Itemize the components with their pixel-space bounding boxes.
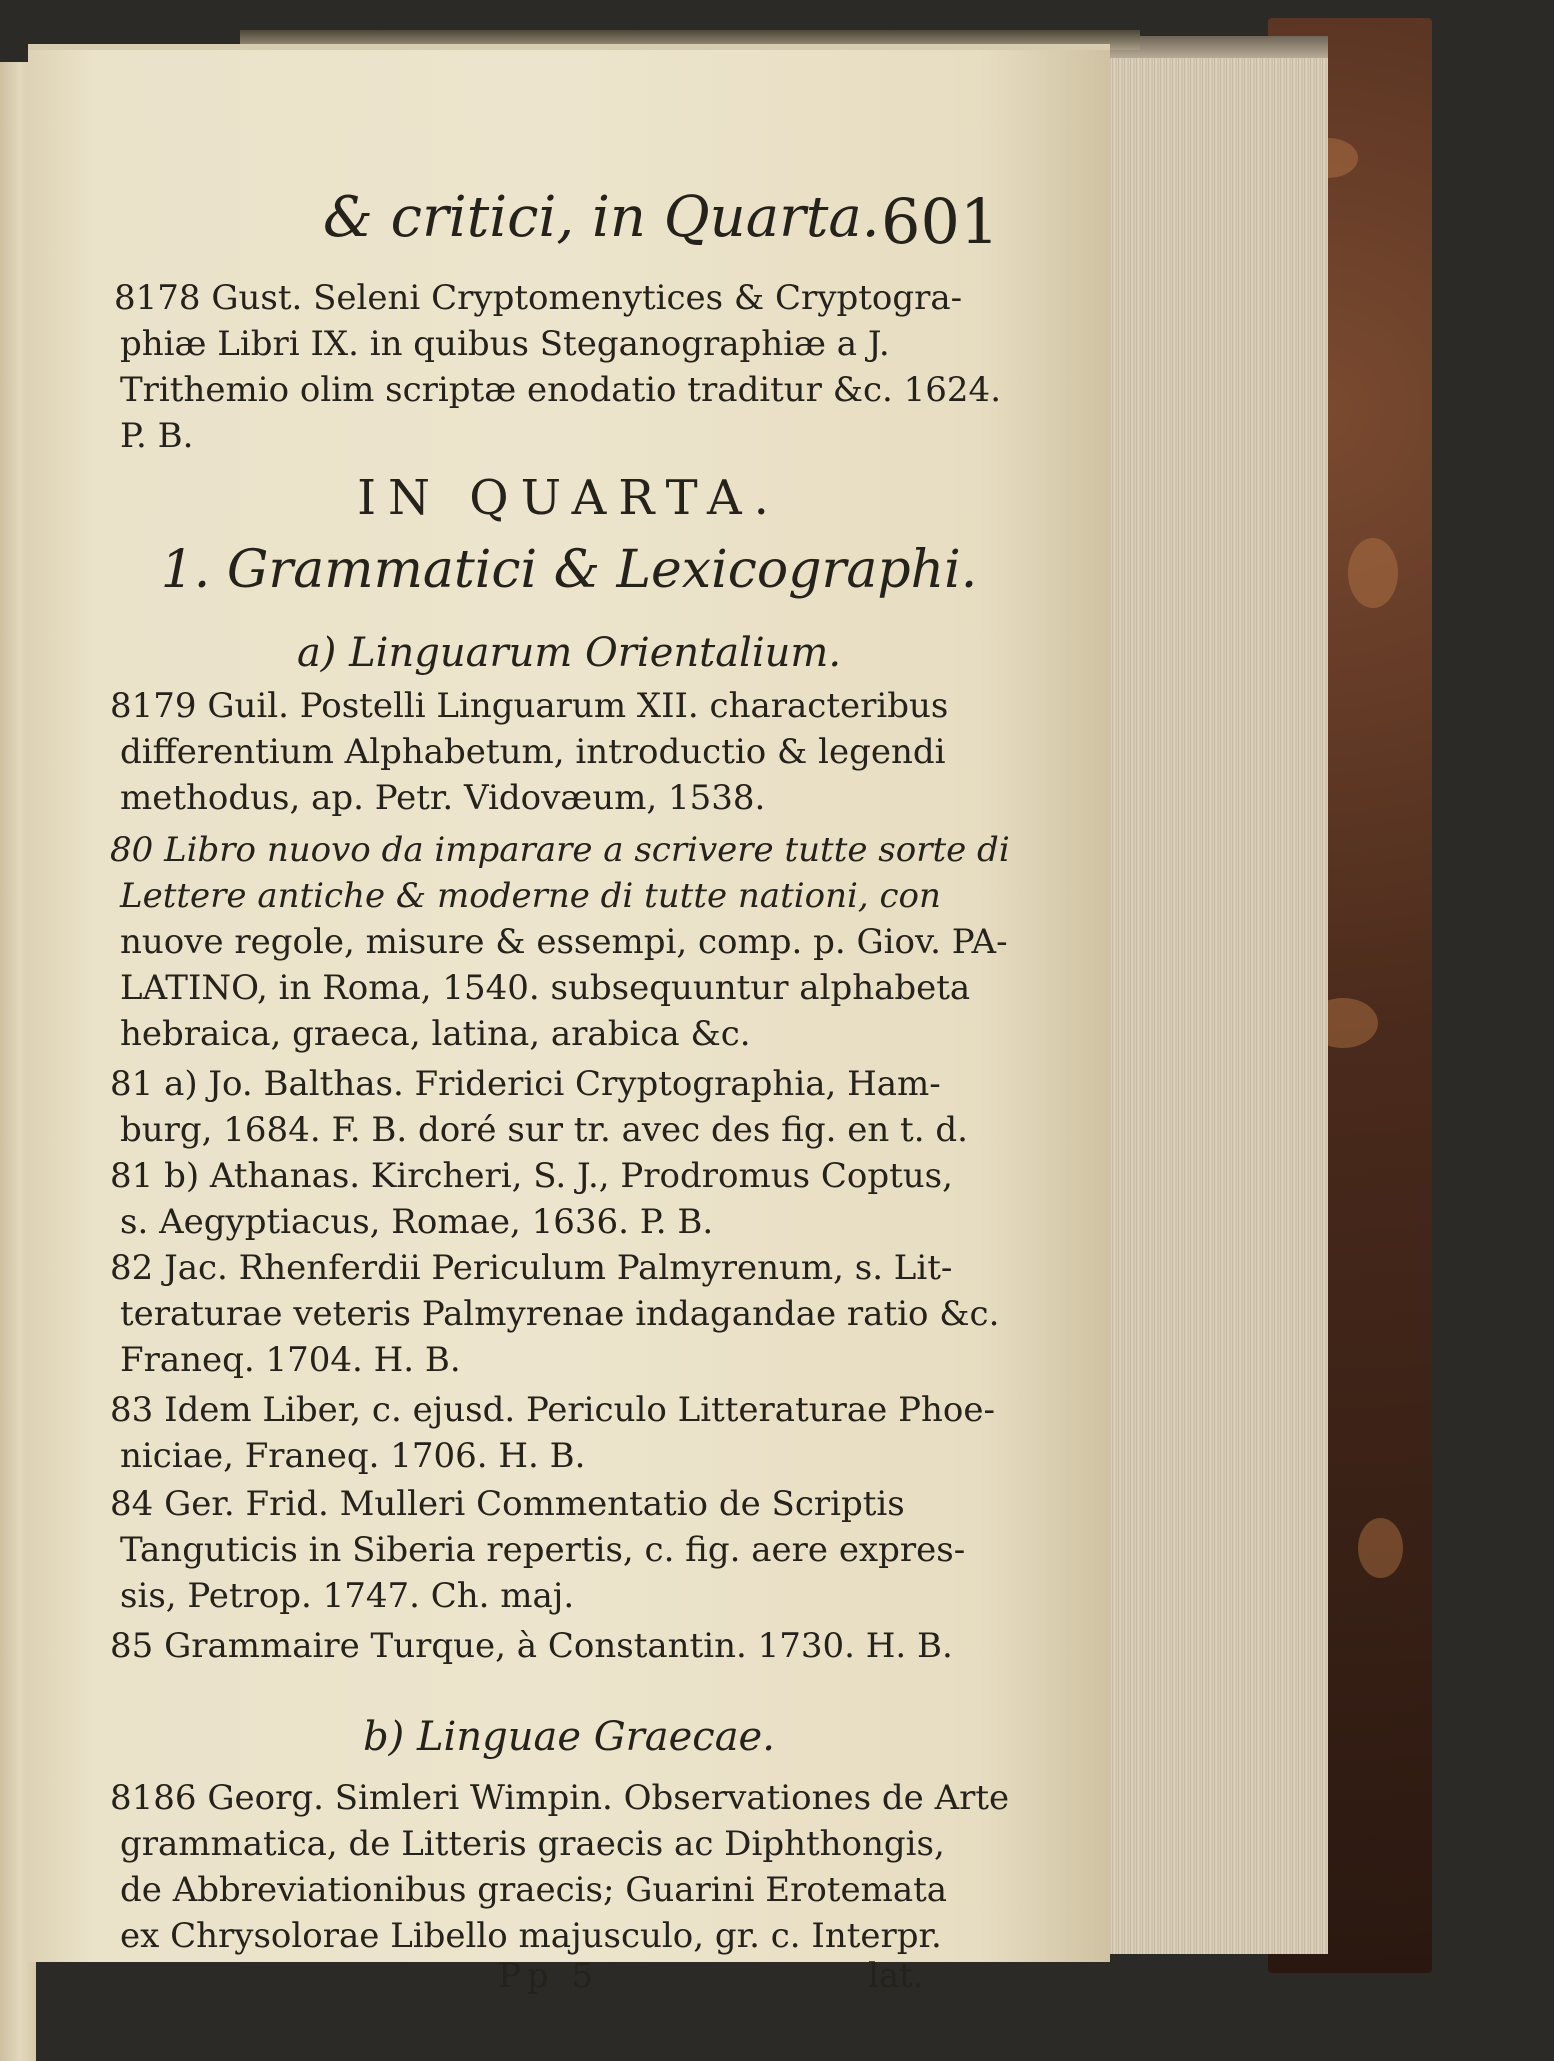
entry-line: P. B.: [120, 416, 194, 456]
entry-line: differentium Alphabetum, introductio & legendi: [120, 732, 946, 772]
page-leaves: [1106, 36, 1328, 1954]
entry-line: teraturae veteris Palmyrenae indagandae ratio &c.: [120, 1294, 1000, 1334]
entry-line: sis, Petrop. 1747. Ch. maj.: [120, 1576, 575, 1616]
entry-line: Tanguticis in Siberia repertis, c. fig. aere expres-: [120, 1530, 966, 1570]
running-head-title: & critici, in Quarta.: [323, 185, 880, 250]
subheading-a: a) Linguarum Orientalium.: [296, 630, 842, 676]
entry-line: hebraica, graeca, latina, arabica &c.: [120, 1014, 751, 1054]
cover-marbling: [1358, 1518, 1403, 1578]
entry-line: 8186 Georg. Simleri Wimpin. Observationes de Arte: [110, 1778, 1010, 1818]
entry-line: 82 Jac. Rhenferdii Periculum Palmyrenum, s. Lit-: [110, 1248, 953, 1288]
entry-line: burg, 1684. F. B. doré sur tr. avec des fig. en t. d.: [120, 1110, 968, 1150]
entry-line: methodus, ap. Petr. Vidovæum, 1538.: [120, 778, 766, 818]
cover-marbling: [1348, 538, 1398, 608]
entry-line: LATINO, in Roma, 1540. subsequuntur alphabeta: [120, 968, 971, 1008]
entry-line: niciae, Franeq. 1706. H. B.: [120, 1436, 586, 1476]
entry-line: s. Aegyptiacus, Romae, 1636. P. B.: [120, 1202, 714, 1242]
catchword: lat.: [868, 1956, 924, 1996]
subsection-heading: 1. Grammatici & Lexicographi.: [160, 540, 978, 600]
entry-line: ex Chrysolorae Libello majusculo, gr. c. Interpr.: [120, 1916, 942, 1956]
entry-line: 8178 Gust. Seleni Cryptomenytices & Cryptogra-: [114, 278, 963, 318]
entry-line: 81 a) Jo. Balthas. Friderici Cryptographia, Ham-: [110, 1064, 941, 1104]
entry-line: nuove regole, misure & essempi, comp. p. Giov. PA-: [120, 922, 1008, 962]
entry-line: 8179 Guil. Postelli Linguarum XII. characteribus: [110, 686, 949, 726]
entry-line: Trithemio olim scriptæ enodatio traditur &c. 1624.: [120, 370, 1001, 410]
entry-line: 80 Libro nuovo da imparare a scrivere tutte sorte di: [110, 830, 1010, 870]
entry-line: Franeq. 1704. H. B.: [120, 1340, 461, 1380]
entry-line: 81 b) Athanas. Kircheri, S. J., Prodromus Coptus,: [110, 1156, 953, 1196]
entry-line: 84 Ger. Frid. Mulleri Commentatio de Scriptis: [110, 1484, 905, 1524]
section-heading: IN QUARTA.: [357, 470, 781, 526]
entry-line: phiæ Libri IX. in quibus Steganographiæ a J.: [120, 324, 890, 364]
entry-line: Lettere antiche & moderne di tutte nationi, con: [120, 876, 941, 916]
entry-line: 85 Grammaire Turque, à Constantin. 1730. H. B.: [110, 1626, 953, 1666]
entry-line: 83 Idem Liber, c. ejusd. Periculo Litteraturae Phoe-: [110, 1390, 995, 1430]
entry-line: de Abbreviationibus graecis; Guarini Erotemata: [120, 1870, 948, 1910]
signature-mark: Pp 5: [498, 1956, 600, 1996]
entry-line: grammatica, de Litteris graecis ac Diphthongis,: [120, 1824, 945, 1864]
page-number: 601: [881, 185, 1000, 258]
subheading-b: b) Linguae Graecae.: [363, 1714, 775, 1760]
book-page: [28, 44, 1110, 1996]
